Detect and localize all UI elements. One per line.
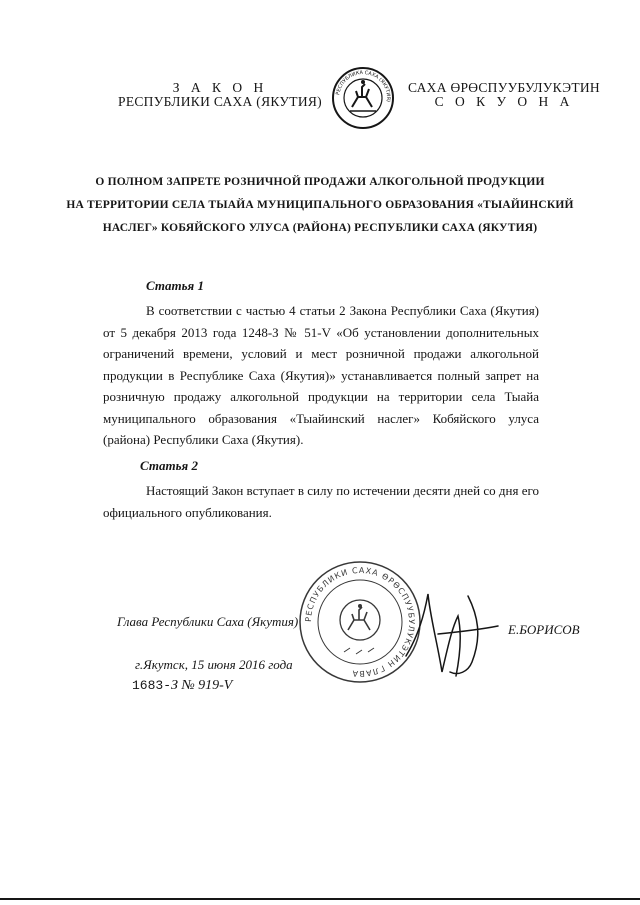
article2-heading: Статья 2 — [140, 458, 198, 473]
place-and-date: г.Якутск, 15 июня 2016 года — [135, 657, 293, 672]
header-right-line2: С О К У О Н А — [434, 94, 574, 109]
seal-ring-text: РЕСПУБЛИКИ САХА ӨРӨСПУУБУЛУКЭТИН ГЛАВА — [303, 565, 417, 679]
coat-of-arms-emblem — [332, 67, 394, 129]
law-number-prefix: 1683- — [132, 678, 172, 693]
law-number-value: З № 919-V — [171, 678, 233, 693]
law-number — [132, 678, 232, 694]
article1-heading: Статья 1 — [146, 278, 204, 293]
document-title-line2: НА ТЕРРИТОРИИ СЕЛА ТЫАЙА МУНИЦИПАЛЬНОГО ОБРАЗОВАНИЯ «ТЫАЙИНСКИЙ — [66, 199, 574, 211]
article2-text: Настоящий Закон вступает в силу по истечении десяти дней со дня его официального опубликования. — [103, 483, 539, 520]
signatory-name: Е.БОРИСОВ — [508, 622, 580, 637]
handwritten-signature — [398, 576, 506, 686]
bottom-rule — [0, 898, 640, 900]
emblem-ring-text: РЕСПУБЛИКА САХА (ЯКУТИЯ) — [335, 69, 392, 103]
header-right-line1: САХА ӨРӨСПУУБУЛУКЭТИН — [408, 80, 600, 95]
document-title-line1: О ПОЛНОМ ЗАПРЕТЕ РОЗНИЧНОЙ ПРОДАЖИ АЛКОГОЛЬНОЙ ПРОДУКЦИИ — [95, 176, 545, 188]
signatory-position: Глава Республики Саха (Якутия) — [117, 614, 299, 629]
header-left-line2: РЕСПУБЛИКИ САХА (ЯКУТИЯ) — [118, 94, 322, 109]
document-title-line3: НАСЛЕГ» КОБЯЙСКОГО УЛУСА (РАЙОНА) РЕСПУБЛИКИ САХА (ЯКУТИЯ) — [102, 222, 538, 234]
article1-text: В соответствии с частью 4 статьи 2 Закона Республики Саха (Якутия) от 5 декабря 2013 года 1248-З № 51-V «Об установлении дополнительных ограничений времени, условий и мест розничной продажи алкогольной продукции в Республике Саха (Якутия)» устанавливается полный запрет на розничную продажу алкогольной продукции на территории села Тыайа муниципального образования «Тыайинский наслег» Кобяйского улуса (района) Республики Саха (Якутия). — [103, 303, 539, 447]
header-left-line1: З А К О Н — [172, 80, 268, 95]
